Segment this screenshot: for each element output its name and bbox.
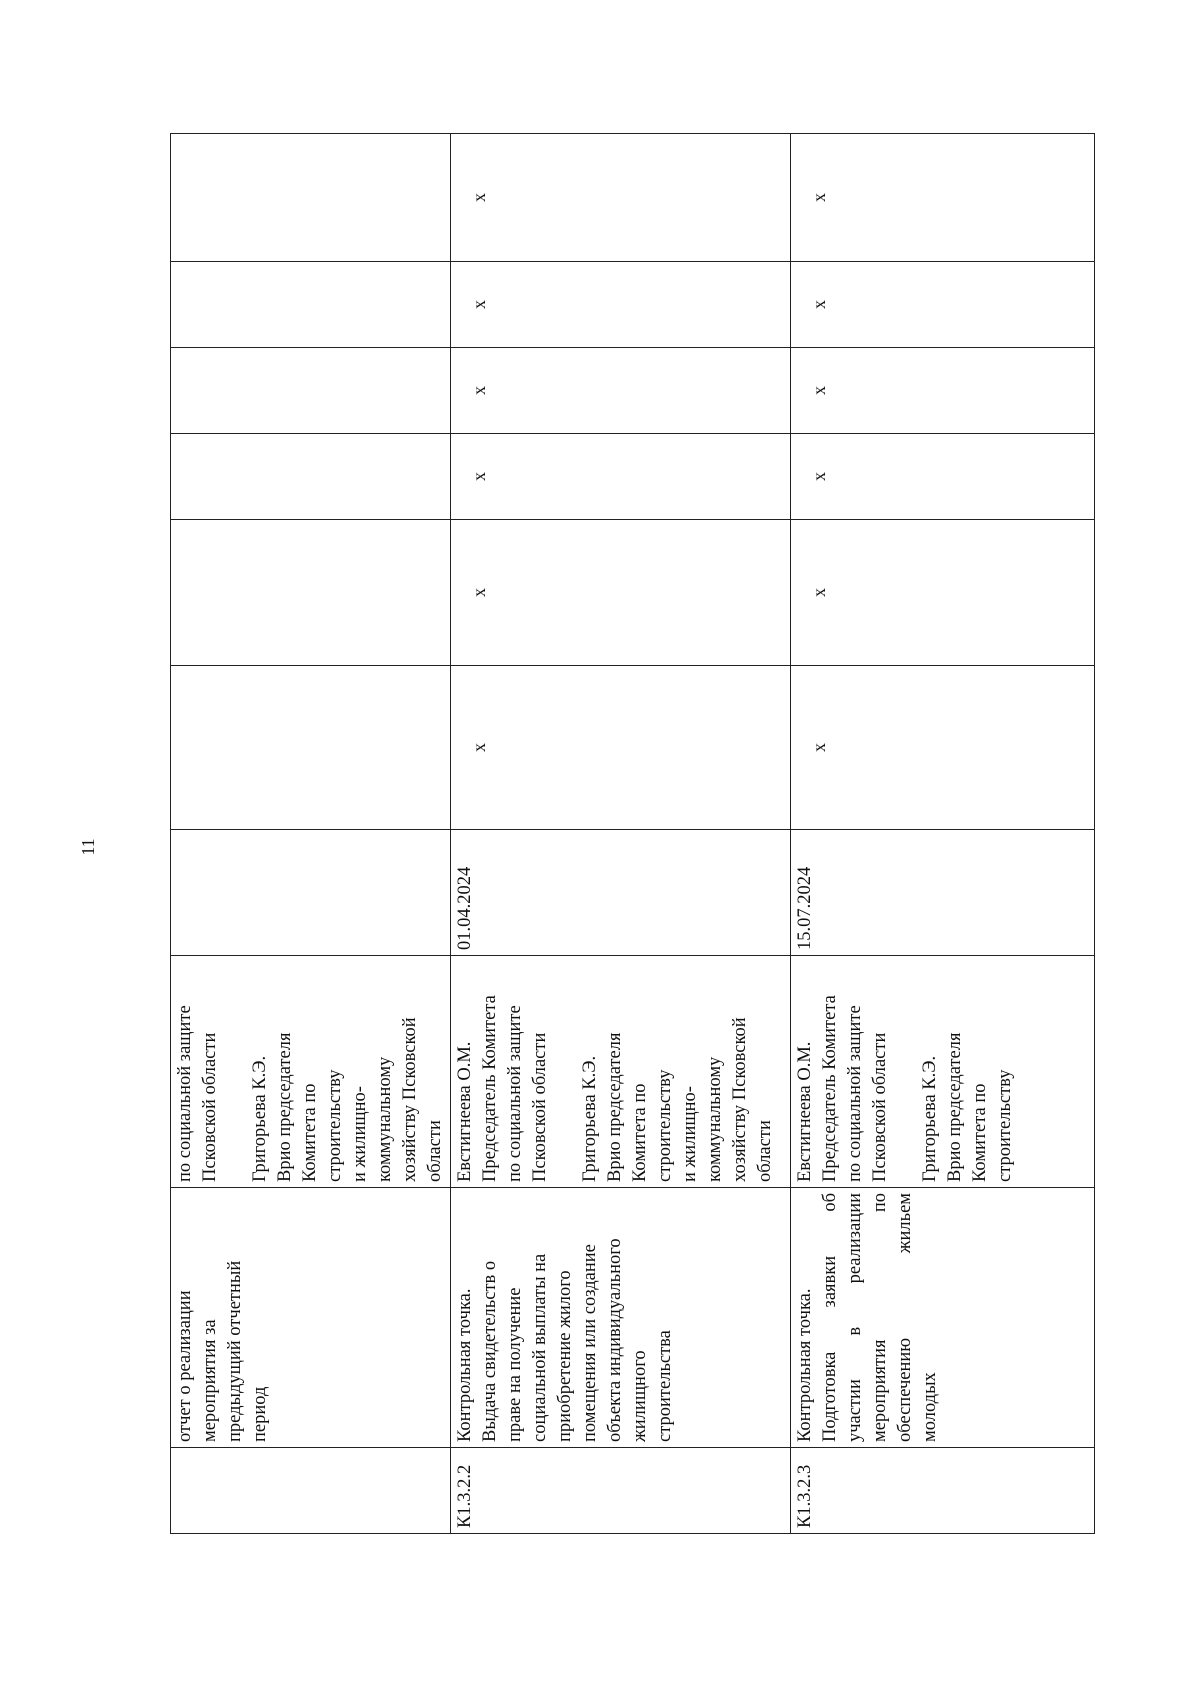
cell-mark: х [451, 434, 791, 520]
cell-mark: х [791, 520, 1095, 666]
cell-mark: х [451, 520, 791, 666]
cell-date: 15.07.2024 [791, 830, 1095, 956]
cell-mark: х [791, 134, 1095, 262]
rotated-table-wrapper [170, 134, 1090, 1534]
cell-mark [171, 348, 451, 434]
cell-code: К1.3.2.2 [451, 1448, 791, 1534]
cell-code [171, 1448, 451, 1534]
cell-mark [171, 134, 451, 262]
cell-mark: х [451, 666, 791, 830]
cell-responsible: Евстигнеева О.М. Председатель Комитета по социальной защите Псковской области Григорьева К.Э. Врио председателя Комитета по строительству [791, 956, 1095, 1188]
cell-description: отчет о реализации мероприятия за предыдущий отчетный период [171, 1188, 451, 1448]
cell-mark: х [791, 348, 1095, 434]
cell-mark: х [451, 348, 791, 434]
cell-mark: х [451, 134, 791, 262]
cell-description: Контрольная точка. Подготовка заявки об участии в реализации мероприятия по обеспечению жильем молодых [791, 1188, 1095, 1448]
cell-date [171, 830, 451, 956]
cell-mark: х [451, 262, 791, 348]
table-row [791, 134, 1095, 1534]
cell-mark: х [791, 262, 1095, 348]
cell-mark [171, 434, 451, 520]
cell-mark [171, 520, 451, 666]
cell-mark: х [791, 434, 1095, 520]
cell-responsible: Евстигнеева О.М. Председатель Комитета по социальной защите Псковской области Григорьева К.Э. Врио председателя Комитета по строительству и жилищно- коммунальному хозяйству Псковской области [451, 956, 791, 1188]
plan-table [170, 133, 1095, 1534]
cell-code: К1.3.2.3 [791, 1448, 1095, 1534]
cell-description: Контрольная точка. Выдача свидетельств о праве на получение социальной выплаты на приобретение жилого помещения или создание объекта индивидуального жилищного строительства [451, 1188, 791, 1448]
cell-responsible: по социальной защите Псковской области Григорьева К.Э. Врио председателя Комитета по строительству и жилищно- коммунальному хозяйству Псковской области [171, 956, 451, 1188]
cell-date: 01.04.2024 [451, 830, 791, 956]
cell-mark [171, 262, 451, 348]
table-row [171, 134, 451, 1534]
table-row [451, 134, 791, 1534]
page-number: 11 [78, 838, 98, 856]
cell-mark: х [791, 666, 1095, 830]
cell-mark [171, 666, 451, 830]
